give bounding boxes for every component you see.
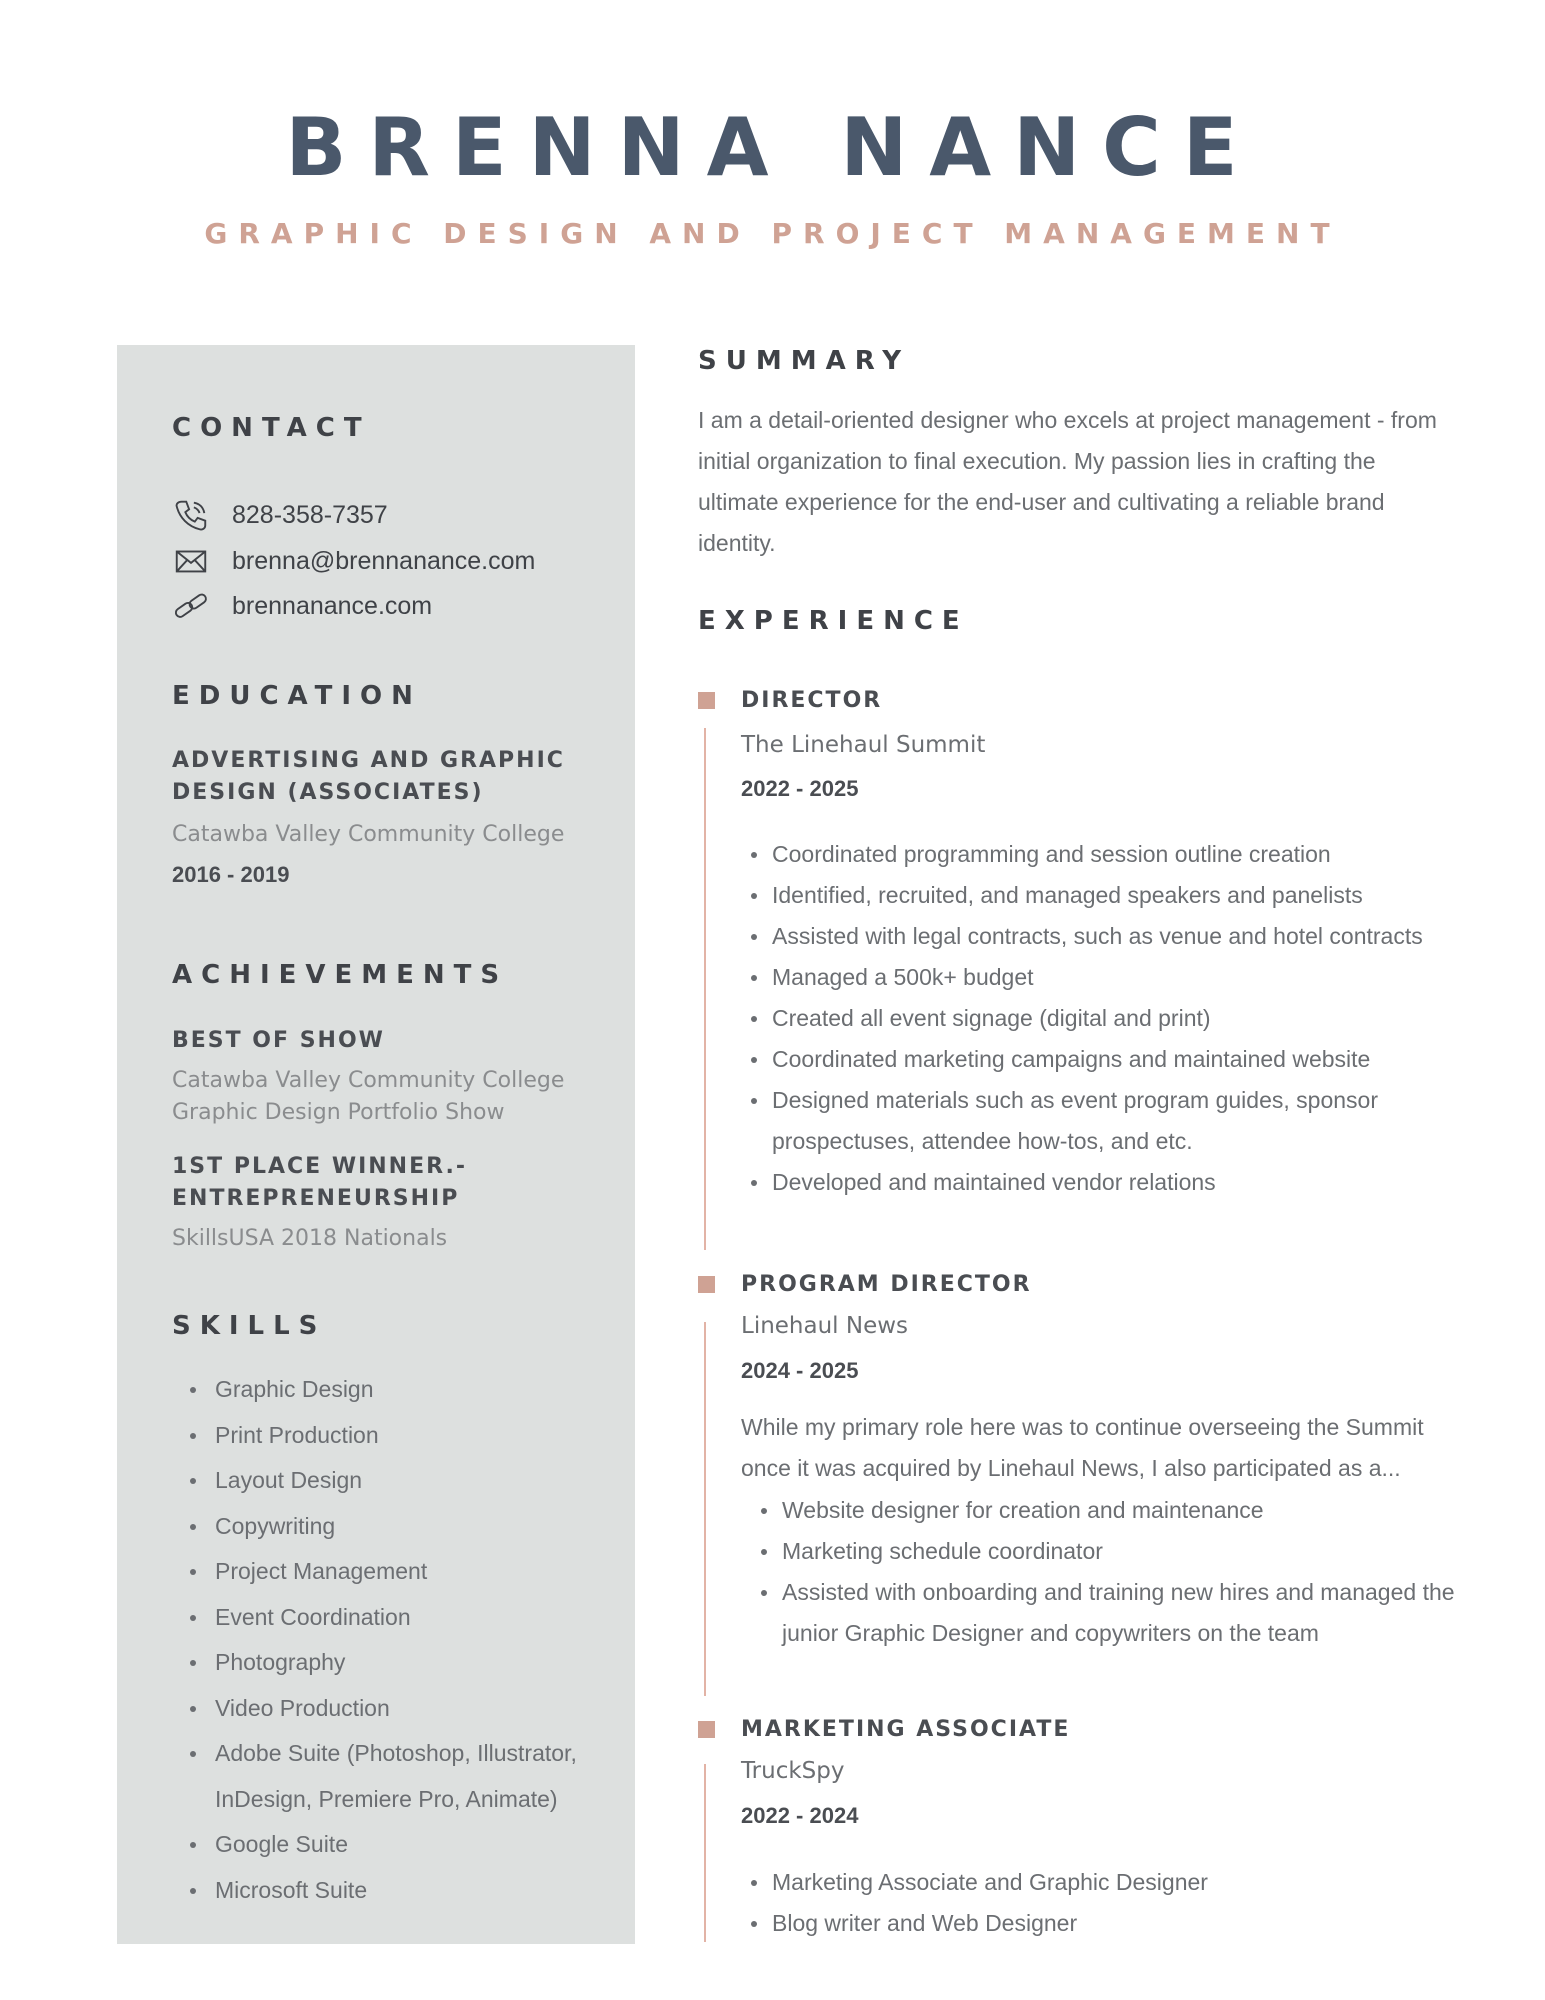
main-column (698, 0, 1478, 2000)
job-marker (698, 1276, 715, 1293)
skill-item: Layout Design (172, 1458, 612, 1504)
sidebar (117, 345, 635, 1944)
job-bullets (741, 834, 1461, 1203)
job-marker (698, 692, 715, 709)
job-company: The Linehaul Summit (741, 732, 986, 758)
skills-heading: SKILLS (172, 1311, 327, 1341)
contact-website (172, 586, 432, 626)
skill-item: Copywriting (172, 1504, 612, 1550)
skill-item: Project Management (172, 1549, 612, 1595)
candidate-name: BRENNA NANCE (285, 101, 1260, 194)
skill-item: Print Production (172, 1413, 612, 1459)
email-address[interactable]: brenna@brennanance.com (232, 546, 536, 575)
job-bullet: Assisted with legal contracts, such as venue and hotel contracts (741, 916, 1461, 957)
experience-heading: EXPERIENCE (698, 606, 969, 636)
skills-list (172, 1367, 612, 1913)
achievement-title: 1ST PLACE WINNER.- ENTREPRENEURSHIP (172, 1154, 467, 1211)
job-bullet: Assisted with onboarding and training new hires and managed the junior Graphic Designer and copywriters on the team (751, 1572, 1471, 1654)
summary-text: I am a detail-oriented designer who excels at project management - from initial organization to final execution. My passion lies in crafting the ultimate experience for the end-user and cultivating a reliable brand identity. (698, 407, 1437, 556)
skill-item: Event Coordination (172, 1595, 612, 1641)
job-bullet: Marketing Associate and Graphic Designer (741, 1862, 1461, 1903)
job-marker (698, 1721, 715, 1738)
contact-phone (172, 495, 388, 535)
job-bullet: Managed a 500k+ budget (741, 957, 1461, 998)
education-school: Catawba Valley Community College (172, 822, 565, 847)
candidate-title: GRAPHIC DESIGN AND PROJECT MANAGEMENT (204, 217, 1341, 250)
achievements-heading: ACHIEVEMENTS (172, 960, 509, 990)
job-dates: 2024 - 2025 (741, 1358, 859, 1383)
job-bullet: Identified, recruited, and managed speakers and panelists (741, 875, 1461, 916)
job-company: TruckSpy (741, 1758, 845, 1784)
skill-item: Photography (172, 1640, 612, 1686)
achievement-detail: Catawba Valley Community College Graphic Design Portfolio Show (172, 1068, 565, 1125)
skill-item: Microsoft Suite (172, 1868, 612, 1914)
job-title: PROGRAM DIRECTOR (741, 1272, 1032, 1297)
job-bullet: Created all event signage (digital and print) (741, 998, 1461, 1039)
phone-number: 828-358-7357 (232, 500, 388, 529)
education-degree: ADVERTISING AND GRAPHIC DESIGN (ASSOCIATES) (172, 748, 565, 805)
job-bullet: Designed materials such as event program guides, sponsor prospectuses, attendee how-tos, and etc. (741, 1080, 1461, 1162)
skill-item: Adobe Suite (Photoshop, Illustrator, InDesign, Premiere Pro, Animate) (172, 1731, 612, 1822)
job-bullet: Developed and maintained vendor relations (741, 1162, 1461, 1203)
mail-icon (172, 542, 210, 580)
skill-item: Video Production (172, 1686, 612, 1732)
job-timeline (704, 1764, 706, 1942)
summary-heading: SUMMARY (698, 346, 911, 376)
job-bullet: Marketing schedule coordinator (751, 1531, 1471, 1572)
job-bullet: Website designer for creation and maintenance (751, 1490, 1471, 1531)
phone-icon (172, 496, 210, 534)
achievement-title: BEST OF SHOW (172, 1028, 385, 1053)
job-title: MARKETING ASSOCIATE (741, 1717, 1071, 1742)
job-bullets (751, 1490, 1471, 1654)
website-link[interactable]: brennanance.com (232, 591, 433, 620)
job-bullet: Blog writer and Web Designer (741, 1903, 1461, 1944)
job-title: DIRECTOR (741, 688, 883, 713)
job-bullet: Coordinated marketing campaigns and maintained website (741, 1039, 1461, 1080)
job-description: While my primary role here was to continue overseeing the Summit once it was acquired by Linehaul News, I also participated as a... (741, 1414, 1424, 1481)
job-bullet: Coordinated programming and session outline creation (741, 834, 1461, 875)
job-timeline (704, 1322, 706, 1696)
contact-heading: CONTACT (172, 413, 371, 443)
link-icon (172, 587, 210, 625)
job-bullets (741, 1862, 1461, 1944)
contact-email (172, 541, 535, 581)
job-dates: 2022 - 2024 (741, 1803, 859, 1828)
job-company: Linehaul News (741, 1313, 909, 1339)
skill-item: Graphic Design (172, 1367, 612, 1413)
education-dates: 2016 - 2019 (172, 862, 290, 887)
job-dates: 2022 - 2025 (741, 776, 859, 801)
skill-item: Google Suite (172, 1822, 612, 1868)
education-heading: EDUCATION (172, 681, 422, 711)
achievement-detail: SkillsUSA 2018 Nationals (172, 1226, 448, 1251)
job-timeline (704, 728, 706, 1250)
